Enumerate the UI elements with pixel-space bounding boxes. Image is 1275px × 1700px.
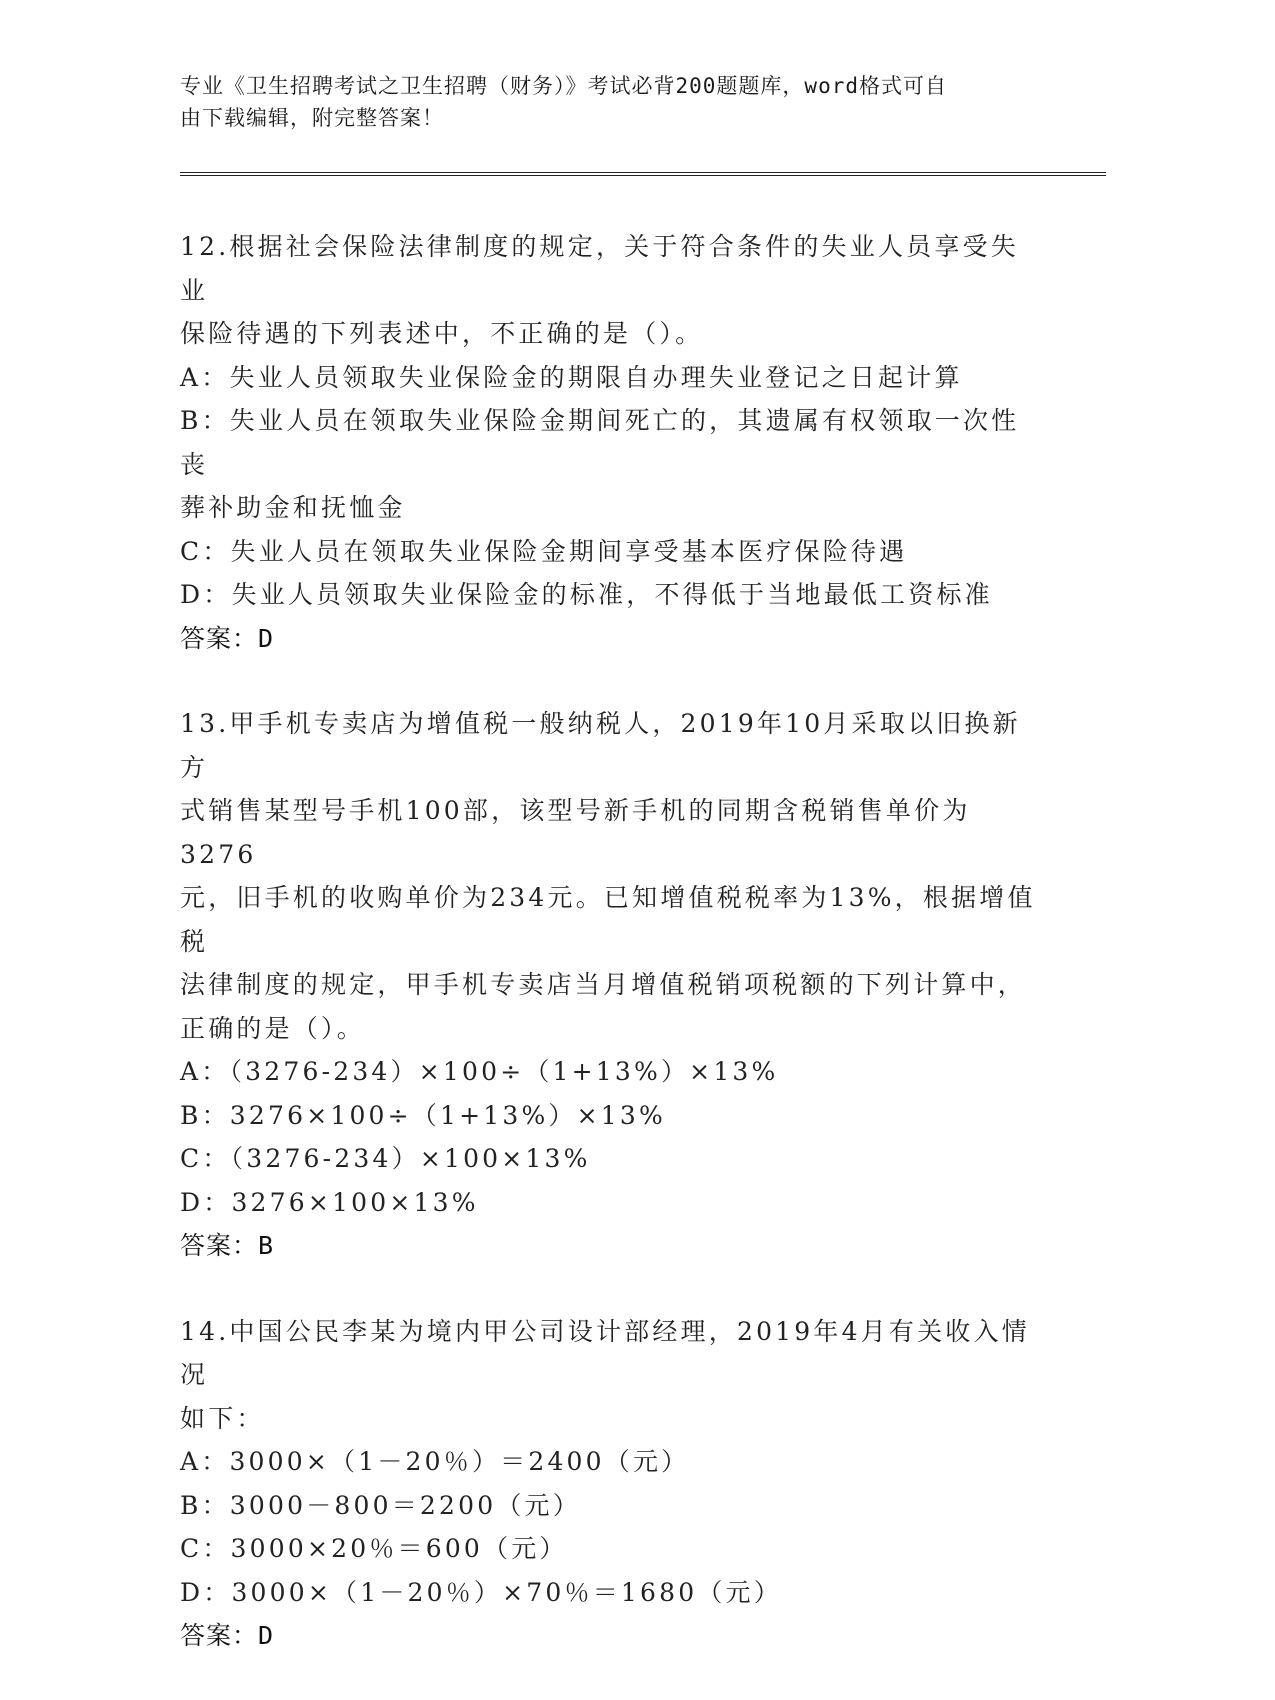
question-text: 12.根据社会保险法律制度的规定，关于符合条件的失业人员享受失业	[180, 232, 1019, 305]
option-d: D：3276×100×13%	[180, 1187, 479, 1217]
option-b-continued: 葬补助金和抚恤金	[180, 493, 406, 522]
question-text: 14.中国公民李某为境内甲公司设计部经理，2019年4月有关收入情况	[180, 1316, 1030, 1389]
header-line: 由下载编辑，附完整答案！	[180, 106, 444, 130]
header-line: 专业《卫生招聘考试之卫生招聘（财务）》考试必背200题题库，word格式可自	[180, 74, 947, 98]
option-d: D：3000×（1－20％）×70％＝1680（元）	[180, 1577, 782, 1607]
question-text: 保险待遇的下列表述中，不正确的是（）。	[180, 319, 704, 348]
document-header	[180, 70, 1040, 134]
option-c: C：失业人员在领取失业保险金期间享受基本医疗保险待遇	[180, 536, 908, 566]
question-14	[180, 1310, 1040, 1658]
answer: 答案：D	[180, 623, 275, 653]
question-12	[180, 225, 1040, 660]
option-a: A：3000×（1－20％）＝2400（元）	[180, 1447, 690, 1476]
option-b: B：失业人员在领取失业保险金期间死亡的，其遗属有权领取一次性丧	[180, 406, 1020, 479]
option-c: C：3000×20％＝600（元）	[180, 1534, 568, 1563]
option-b: B：3276×100÷（1+13%）×13%	[180, 1100, 666, 1130]
answer: 答案：B	[180, 1231, 275, 1260]
question-text: 13.甲手机专卖店为增值税一般纳税人，2019年10月采取以旧换新方	[180, 709, 1021, 782]
header-divider	[180, 172, 1106, 176]
option-c: C：（3276-234）×100×13%	[180, 1144, 591, 1173]
question-text: 法律制度的规定，甲手机专卖店当月增值税销项税额的下列计算中，	[180, 970, 1027, 999]
option-a: A：失业人员领取失业保险金的期限自办理失业登记之日起计算	[180, 362, 963, 392]
question-text: 正确的是（）。	[180, 1013, 365, 1043]
option-b: B：3000－800＝2200（元）	[180, 1490, 581, 1520]
question-list	[180, 225, 1040, 1700]
question-text: 式销售某型号手机100部，该型号新手机的同期含税销售单价为3276	[180, 796, 971, 869]
option-d: D：失业人员领取失业保险金的标准，不得低于当地最低工资标准	[180, 580, 993, 609]
question-text: 元，旧手机的收购单价为234元。已知增值税税率为13%，根据增值税	[180, 883, 1036, 956]
option-a: A：（3276-234）×100÷（1+13%）×13%	[180, 1057, 779, 1086]
question-text: 如下：	[180, 1403, 265, 1433]
answer: 答案：D	[180, 1621, 275, 1650]
question-13	[180, 702, 1040, 1268]
